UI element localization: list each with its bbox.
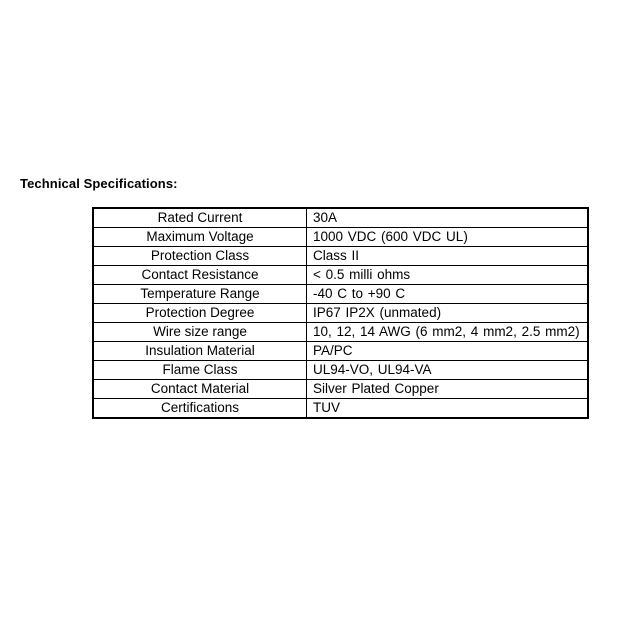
spec-label: Wire size range [94,323,307,342]
spec-value: PA/PC [307,342,588,361]
spec-label: Maximum Voltage [94,228,307,247]
spec-value: 30A [307,209,588,228]
spec-value: TUV [307,399,588,418]
spec-label: Certifications [94,399,307,418]
table-row [94,361,588,380]
table-row [94,399,588,418]
table-row [94,247,588,266]
spec-label: Protection Degree [94,304,307,323]
section-heading: Technical Specifications: [20,176,178,191]
spec-value: 10, 12, 14 AWG (6 mm2, 4 mm2, 2.5 mm2) [307,323,588,342]
spec-table [93,208,588,418]
spec-label: Protection Class [94,247,307,266]
spec-label: Temperature Range [94,285,307,304]
spec-label: Contact Material [94,380,307,399]
spec-label: Rated Current [94,209,307,228]
table-row [94,266,588,285]
spec-label: Insulation Material [94,342,307,361]
table-row [94,228,588,247]
table-row [94,323,588,342]
spec-value: IP67 IP2X (unmated) [307,304,588,323]
table-row [94,380,588,399]
table-row [94,304,588,323]
spec-value: Silver Plated Copper [307,380,588,399]
table-row [94,285,588,304]
spec-value: < 0.5 milli ohms [307,266,588,285]
spec-value: -40 C to +90 C [307,285,588,304]
table-row [94,209,588,228]
spec-value: 1000 VDC (600 VDC UL) [307,228,588,247]
spec-label: Contact Resistance [94,266,307,285]
table-row [94,342,588,361]
spec-value: UL94-VO, UL94-VA [307,361,588,380]
spec-value: Class II [307,247,588,266]
spec-label: Flame Class [94,361,307,380]
